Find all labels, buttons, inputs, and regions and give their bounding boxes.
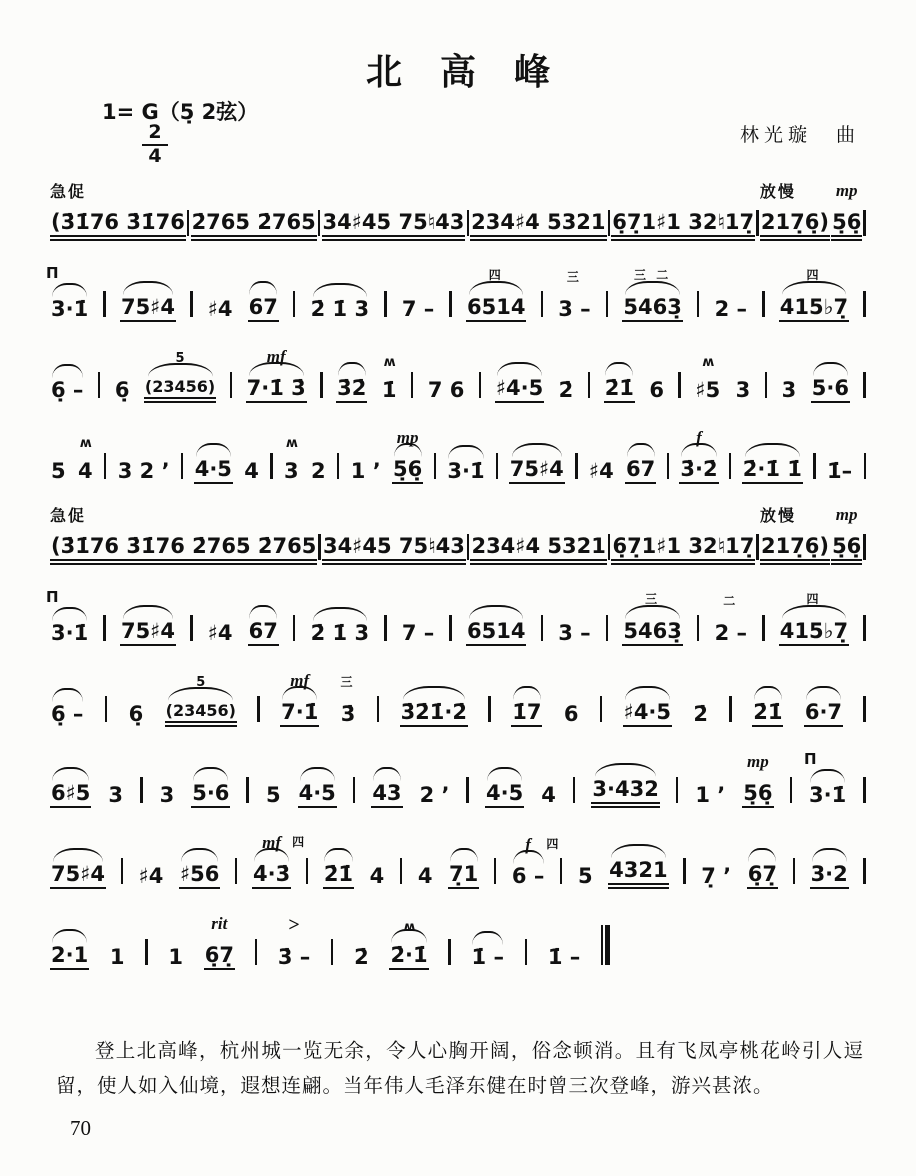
annotation: 5 (196, 675, 206, 690)
note-group: ♯4 (588, 459, 614, 483)
barline (105, 696, 108, 722)
barline (600, 696, 603, 722)
note-group: 3·432 (591, 777, 659, 808)
note-group: 4·5 (298, 781, 337, 808)
barline (863, 291, 866, 317)
barline (98, 372, 101, 398)
annotation: 三 二 (634, 268, 672, 282)
note-group: 7·1̇ 3̇ mf (246, 376, 307, 403)
music-line (50, 166, 866, 247)
barline (575, 453, 578, 479)
barline (525, 939, 528, 965)
barline (104, 453, 107, 479)
barline (467, 534, 470, 560)
note-group: 6̣7̣ (747, 862, 778, 889)
barline (765, 372, 768, 398)
note-group: (23456) 5 (144, 377, 216, 403)
annotation: 5 (175, 351, 185, 366)
barline (864, 453, 867, 479)
barline (384, 615, 387, 641)
note-group: 1̇ – (547, 945, 581, 969)
note-group: 2̇·1̇ 1̇ (742, 457, 803, 484)
note-group: 2̇·1̇ ʍ (389, 943, 428, 970)
annotation: 急促 (50, 182, 87, 201)
annotation: 三 (340, 675, 356, 689)
note-group: 2̇ 1̇ 3 (310, 297, 370, 321)
note-group: 67 (248, 295, 279, 322)
annotation: 三 (645, 592, 661, 606)
annotation: mp (396, 428, 419, 447)
note-group: 75♯4 (120, 619, 176, 646)
note-group: 6 (649, 378, 664, 402)
barline (145, 939, 148, 965)
music-line (50, 814, 866, 895)
note-group: 5̣6̣ mp (831, 534, 862, 565)
final-barline (601, 925, 610, 965)
barline (181, 453, 184, 479)
note-group: 6 (563, 702, 579, 726)
barline (793, 858, 796, 884)
note-group: 1̇ ʍ (381, 355, 397, 402)
barline (400, 858, 403, 884)
note-group: 4 (417, 864, 433, 888)
annotation: 四 (806, 268, 822, 282)
description-paragraph: 登上北高峰，杭州城一览无余，令人心胸开阔，俗念顿消。且有飞凤亭桃花岭引人逗留，使人如入仙境，遐想连翩。当年伟人毛泽东健在时曾三次登峰，游兴甚浓。 (56, 1041, 864, 1098)
barline (863, 858, 866, 884)
barline (863, 372, 866, 398)
piece-title: 北高峰 (365, 52, 588, 93)
note-group: 2̇ (693, 702, 709, 726)
annotation: ʍ (702, 355, 714, 370)
annotation: 四 (806, 592, 822, 606)
note-group: 3 ʍ (284, 436, 299, 483)
page-number: 70 (70, 1116, 91, 1140)
barline (257, 696, 260, 722)
note-group: 217̣6̣) 放慢 (760, 210, 830, 241)
barline (756, 534, 759, 560)
barline (384, 291, 387, 317)
note-group: 2̇1̇ (323, 862, 354, 889)
note-group: 7 6 (427, 378, 465, 402)
note-group: 4 ʍ (77, 436, 93, 483)
time-signature-denominator: 4 (142, 144, 168, 168)
note-group: 1̇– (827, 459, 853, 483)
note-group: 5̣6̣ mp (392, 457, 423, 484)
note-group: 5463̣ 三 (622, 619, 682, 646)
note-group: 3·1̇ (447, 459, 485, 483)
annotation: f (696, 428, 702, 447)
annotation: Π (46, 264, 59, 282)
note-group: 75♯4 (509, 457, 565, 484)
note-group: 3̇·2̇ f (679, 457, 718, 484)
annotation: 二 (723, 594, 739, 608)
note-group: 6514 四 (466, 295, 526, 322)
note-group: 43 (371, 781, 402, 808)
note-group: 3 (159, 783, 175, 807)
barline (187, 210, 190, 236)
note-group: 6 – f 四 (511, 835, 562, 888)
barline (608, 534, 611, 560)
annotation: Π (804, 750, 817, 768)
annotation: ʍ (403, 920, 415, 935)
note-group: 5̣6̣ mp (831, 210, 862, 241)
barline (494, 858, 497, 884)
barline (697, 615, 700, 641)
annotation: 四 (546, 837, 562, 851)
barline (318, 534, 321, 560)
note-group: 7̣ ’ (701, 864, 732, 888)
note-group: 3̇ – > (277, 914, 311, 969)
note-group: 5 (265, 783, 281, 807)
note-group: 2·1 (50, 943, 89, 970)
annotation: ʍ (79, 436, 91, 451)
barline (479, 372, 482, 398)
barline (606, 291, 609, 317)
note-group: 2 – (714, 297, 748, 321)
barline (103, 615, 106, 641)
note-group: 2 ’ (419, 783, 450, 807)
note-group: (23456) 5 (165, 701, 237, 727)
note-group: 7 – (401, 297, 435, 321)
note-group: (3̇1̇76 3̇1̇76 2̇765 2̇765 急促 (50, 534, 317, 565)
annotation: 放慢 (759, 182, 796, 201)
barline (411, 372, 414, 398)
barline (337, 453, 340, 479)
note-group: 3·1̇ Π (804, 750, 847, 807)
note-group: 3̇2̇ (336, 376, 367, 403)
note-group: 2̇ 1̇ 3 (310, 621, 370, 645)
note-group: 4·5 (485, 781, 524, 808)
time-signature-numerator: 2 (148, 121, 162, 143)
barline (255, 939, 258, 965)
barline (676, 777, 679, 803)
note-group: 3·2 (810, 862, 849, 889)
barline (293, 291, 296, 317)
note-group: 6̣ – (51, 378, 84, 402)
barline (467, 210, 470, 236)
note-group: 5·6 (191, 781, 230, 808)
music-line (46, 571, 866, 652)
annotation: 四 (292, 835, 308, 849)
barline (434, 453, 437, 479)
note-group: 5463̣ 三 二 (622, 295, 682, 322)
barline (541, 291, 544, 317)
score (46, 166, 866, 976)
barline (496, 453, 499, 479)
barline (813, 453, 816, 479)
barline (573, 777, 576, 803)
note-group: 6514 (466, 619, 526, 646)
barline (756, 210, 759, 236)
barline (588, 372, 591, 398)
note-group: 67 (248, 619, 279, 646)
barline (320, 372, 323, 398)
note-group: 415♭7̣ 四 (779, 619, 849, 646)
note-group: 234♯4 5321 (470, 534, 606, 565)
note-group: 3 (781, 378, 797, 402)
barline (863, 777, 866, 803)
note-group: ♯4 (138, 864, 164, 888)
barline (449, 291, 452, 317)
note-group: 2 (310, 459, 326, 483)
barline (729, 453, 732, 479)
note-group: 2̇ (558, 378, 574, 402)
note-group: 34♯45 75♮43 (322, 210, 466, 241)
barline (697, 291, 700, 317)
barline (863, 534, 866, 560)
note-group: 3 (735, 378, 751, 402)
annotation: f (525, 835, 531, 854)
barline (121, 858, 124, 884)
barline (541, 615, 544, 641)
note-group: 4321 (608, 858, 668, 889)
note-group: 3̇2̇1̇·2̇ (400, 700, 468, 727)
note-group: ♯4 (207, 297, 233, 321)
note-group: 75♯4 (50, 862, 106, 889)
note-group: 3 – (558, 621, 591, 645)
annotation: mp (747, 752, 769, 771)
annotation: mp (835, 181, 858, 200)
barline (762, 291, 765, 317)
note-group: 6̣ (128, 702, 144, 726)
note-group: ♯5 ʍ (695, 355, 721, 402)
note-group: 6̣7̣1♯1 32♮17̣ (611, 534, 755, 565)
annotation: ʍ (285, 436, 297, 451)
note-group: 2̇1̇ (604, 376, 635, 403)
barline (678, 372, 681, 398)
note-group: 4 (369, 864, 385, 888)
barline (560, 858, 563, 884)
note-group: 5 (577, 864, 593, 888)
note-group: 6·7 (804, 700, 843, 727)
barline (863, 696, 866, 722)
barline (331, 939, 334, 965)
note-group: 217̣6̣) 放慢 (760, 534, 830, 565)
music-line (50, 895, 610, 976)
note-group: 6̣7̣ rit (204, 943, 235, 970)
barline (608, 210, 611, 236)
annotation: ʍ (383, 355, 395, 370)
barline (683, 858, 686, 884)
annotation: mf (266, 347, 286, 366)
note-group: ♯4 (207, 621, 233, 645)
note-group: 4·5 (194, 457, 233, 484)
note-group: 3 – 三 (558, 270, 591, 321)
barline (103, 291, 106, 317)
note-group: ♯4·5 (623, 700, 672, 727)
note-group: 415♭7̣ 四 (779, 295, 849, 322)
barline (246, 777, 249, 803)
barline (762, 615, 765, 641)
note-group: 1 ’ (350, 459, 381, 483)
note-group: (3̇1̇76 3̇1̇76 急促 (50, 210, 186, 241)
note-group: 6̣7̣1♯1 32♮17̣ (611, 210, 755, 241)
key-signature: 1= G（5̣ 2弦） (102, 100, 259, 124)
music-line (50, 409, 866, 490)
barline (293, 615, 296, 641)
note-group: 75♯4 (120, 295, 176, 322)
music-line (50, 490, 866, 571)
barline (448, 939, 451, 965)
barline (466, 777, 469, 803)
music-line (50, 733, 866, 814)
note-group: 1̇7 (511, 700, 542, 727)
barline (270, 453, 273, 479)
note-group: 7̣1 (448, 862, 479, 889)
barline (790, 777, 793, 803)
barline (230, 372, 233, 398)
note-group: 3·1̇ Π (46, 264, 89, 321)
note-group: 4 (244, 459, 259, 483)
annotation: 三 (566, 270, 582, 284)
note-group: 2̇ (354, 945, 369, 969)
note-group: 1̇ – (471, 945, 504, 969)
barline (729, 696, 732, 722)
barline (306, 858, 309, 884)
barline (235, 858, 238, 884)
note-group: 6̣ – (51, 702, 84, 726)
annotation: mp (835, 505, 858, 524)
composer-credit: 林光璇 曲 (739, 124, 860, 146)
note-group: 4 (541, 783, 556, 807)
annotation: > (288, 914, 300, 936)
annotation: Π (46, 588, 59, 606)
barline (488, 696, 491, 722)
barline (667, 453, 670, 479)
barline (190, 291, 193, 317)
annotation: 急促 (50, 506, 87, 525)
note-group: 3 2 ’ (117, 459, 170, 483)
note-group: 4̇·3̇ mf 四 (252, 862, 291, 889)
annotation: mf (290, 671, 310, 690)
note-group: 5·6 (811, 376, 850, 403)
note-group: 6♯5 (50, 781, 91, 808)
note-group: 1 (109, 945, 125, 969)
note-group: 7 – (401, 621, 435, 645)
note-group: 2 – 二 (714, 594, 748, 645)
note-group: 5̣6̣ mp (742, 781, 773, 808)
note-group: ♯56 (179, 862, 220, 889)
annotation: 放慢 (759, 506, 796, 525)
barline (353, 777, 356, 803)
note-group: 234♯4 5321 (470, 210, 606, 241)
barline (606, 615, 609, 641)
note-group: 3·1̇ Π (46, 588, 89, 645)
note-group: 6̣ (114, 378, 130, 402)
time-signature (142, 122, 168, 168)
annotation: mf (262, 833, 282, 852)
barline (190, 615, 193, 641)
note-group: 1 (168, 945, 184, 969)
barline (863, 615, 866, 641)
music-line (50, 652, 866, 733)
barline (863, 210, 866, 236)
annotation: 四 (488, 268, 504, 282)
barline (449, 615, 452, 641)
note-group: 2̇1̇ (752, 700, 783, 727)
music-line (50, 328, 866, 409)
barline (318, 210, 321, 236)
note-group: 1 ’ (695, 783, 726, 807)
note-group: 34♯45 75♮43 (322, 534, 466, 565)
note-group: 67 (625, 457, 656, 484)
note-group: 7·1̇ mf (280, 700, 319, 727)
music-line (46, 247, 866, 328)
barline (140, 777, 143, 803)
note-group: 2̇765 2̇765 (191, 210, 317, 241)
note-group: 3 (108, 783, 124, 807)
barline (377, 696, 380, 722)
annotation: rit (211, 914, 228, 933)
note-group: 5 (51, 459, 66, 483)
note-group: ♯4·5 (495, 376, 544, 403)
note-group: 3̇ 三 (340, 675, 356, 726)
